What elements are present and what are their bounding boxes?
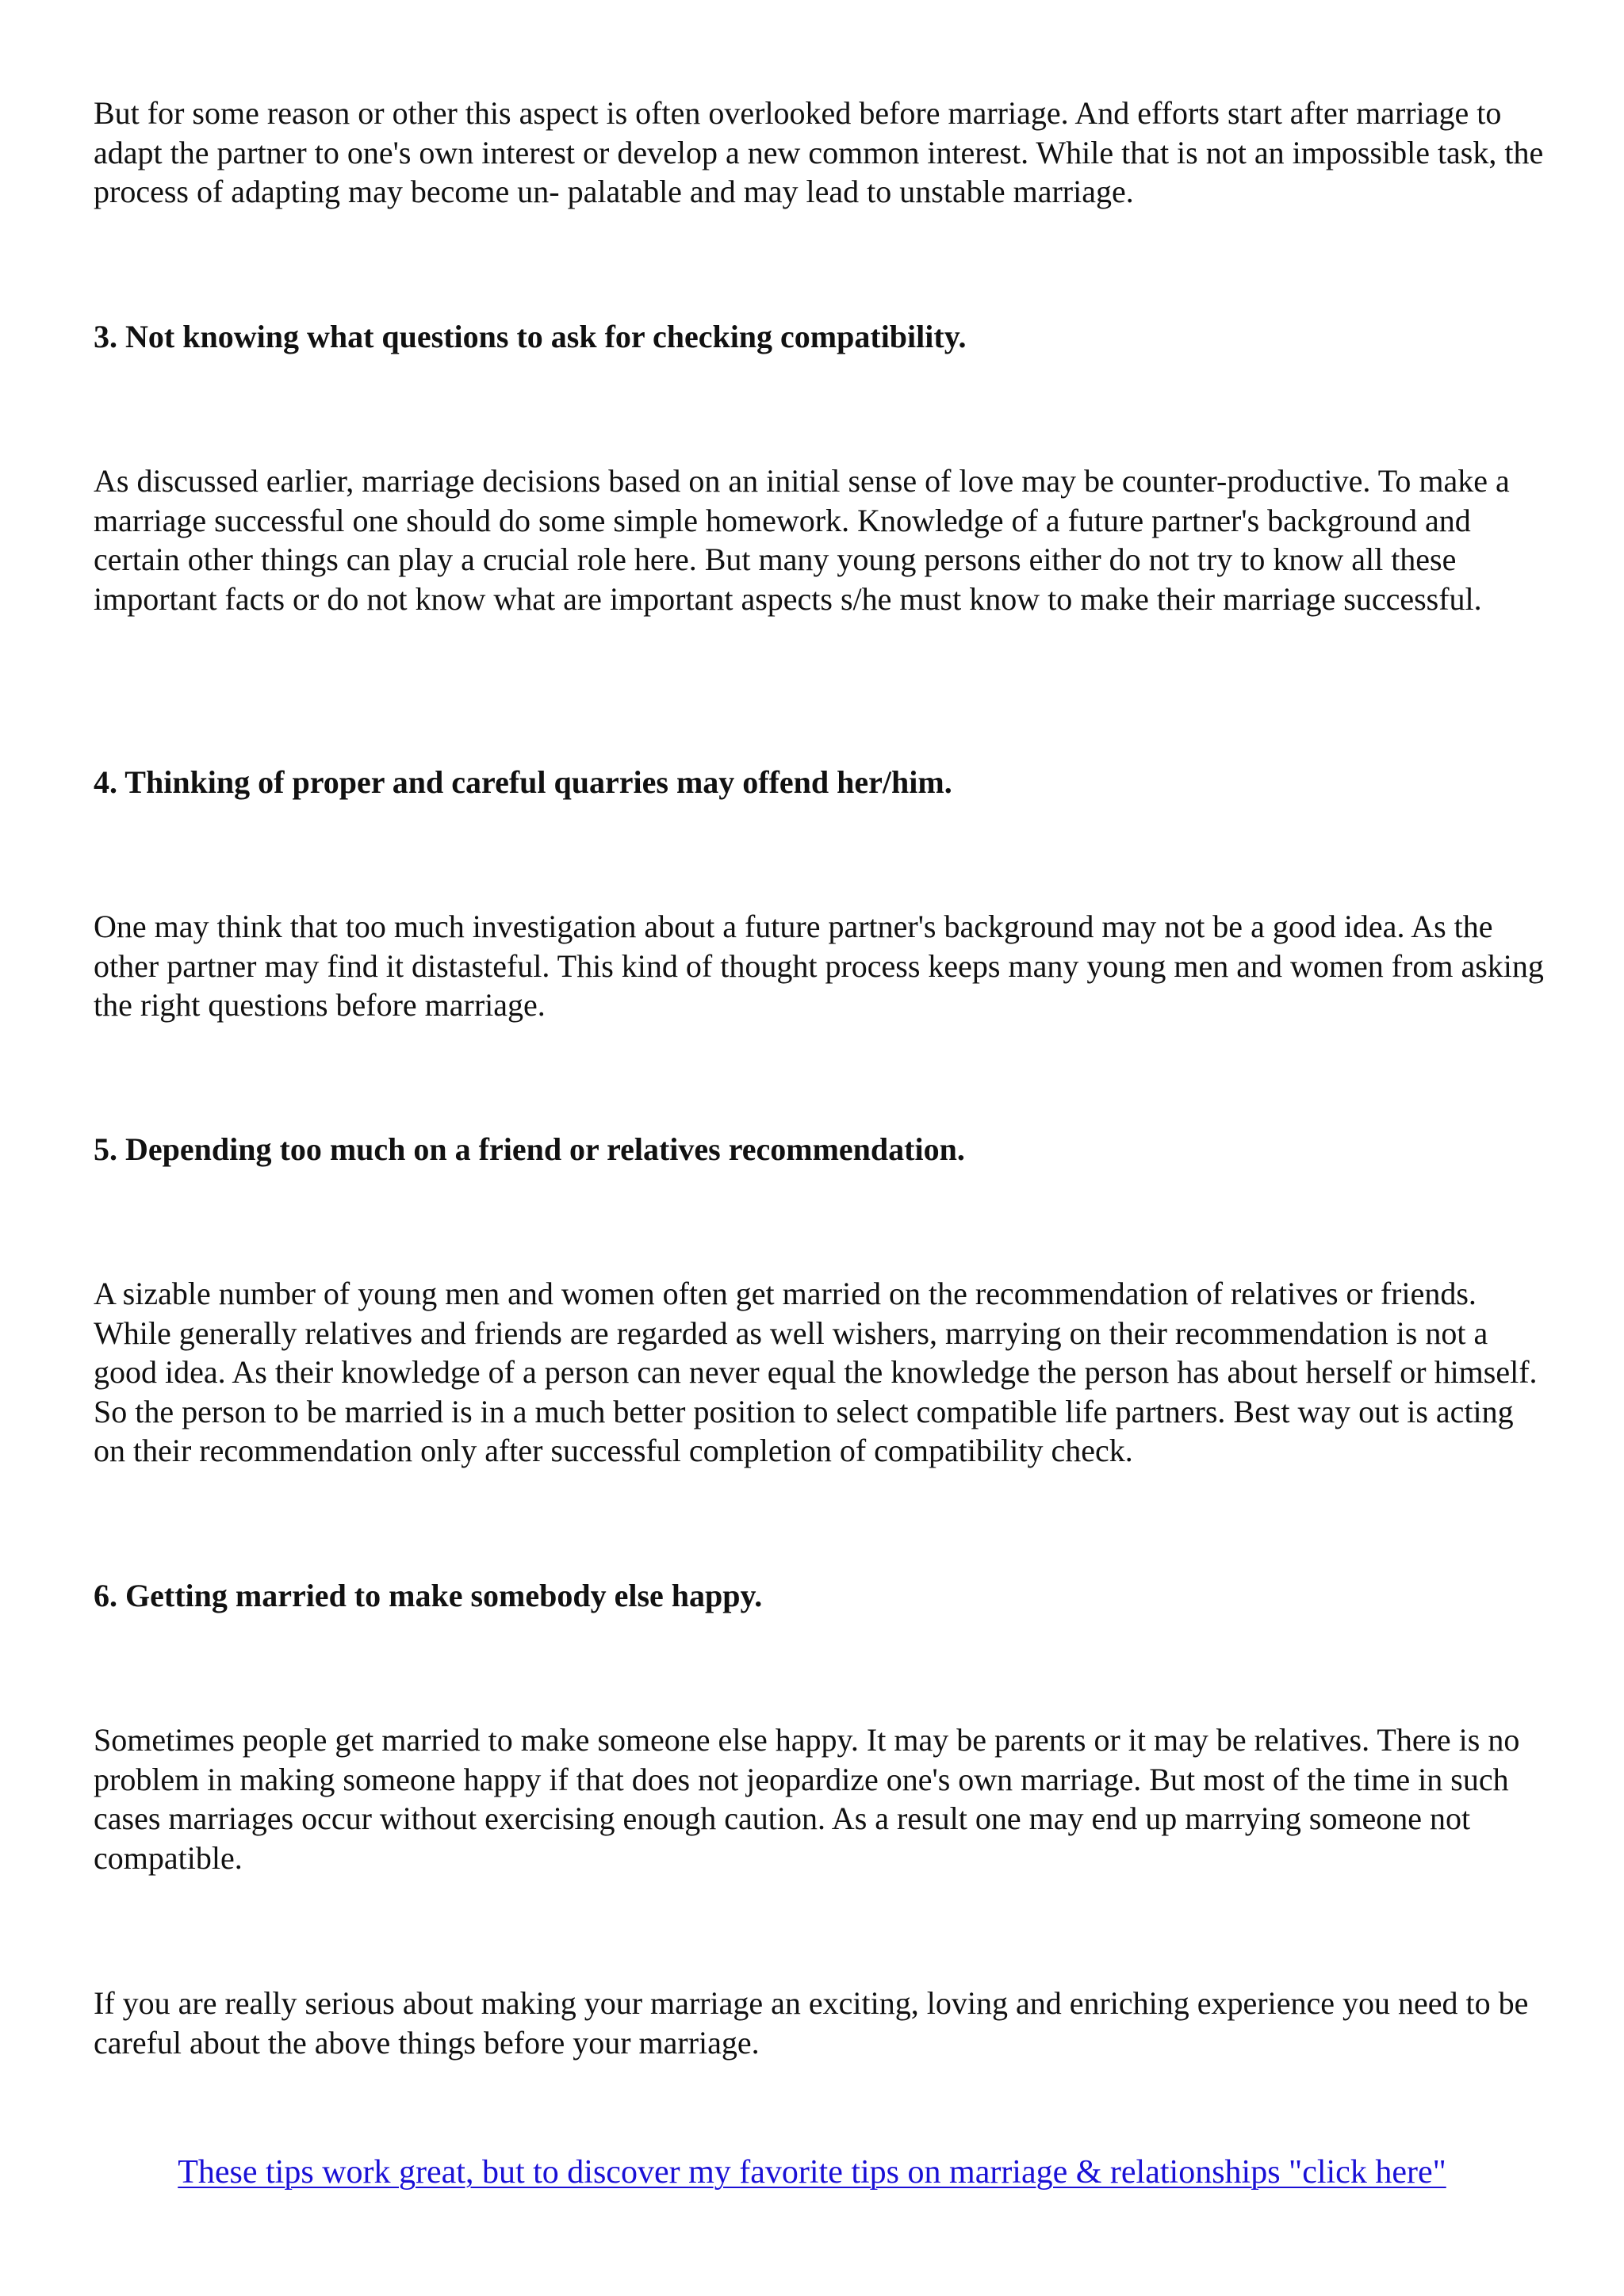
section-heading-3: 3. Not knowing what questions to ask for checking compatibility. xyxy=(94,319,967,354)
section-body-4: One may think that too much investigation about a future partner's background may not be a good idea. As the other partner may find it distasteful. This kind of thought process keeps many young men and women from asking the right questions before marriage. xyxy=(94,909,1544,1023)
section-body-3: As discussed earlier, marriage decisions based on an initial sense of love may be counter-productive. To make a marriage successful one should do some simple homework. Knowledge of a future partner's background and certain other things can play a crucial role here. But many young persons either do not try to know all these important facts or do not know what are important aspects s/he must know to make their marriage successful. xyxy=(94,463,1510,617)
intro-paragraph: But for some reason or other this aspect is often overlooked before marriage. And efforts start after marriage to adapt the partner to one's own interest or develop a new common interest. While that is not an impossible task, the process of adapting may become un- palatable and may lead to unstable marriage. xyxy=(94,95,1544,209)
section-body-6: Sometimes people get married to make someone else happy. It may be parents or it may be relatives. There is no problem in making someone happy if that does not jeopardize one's own marriage. But most of the time in such cases marriages occur without exercising enough caution. As a result one may end up marrying someone not compatible. xyxy=(94,1722,1520,1876)
cta-line xyxy=(0,2152,1624,2193)
section-heading-4: 4. Thinking of proper and careful quarries may offend her/him. xyxy=(94,764,952,800)
section-heading-5: 5. Depending too much on a friend or relatives recommendation. xyxy=(94,1131,965,1167)
closing-paragraph: If you are really serious about making your marriage an exciting, loving and enriching experience you need to be careful about the above things before your marriage. xyxy=(94,1985,1529,2061)
click-here-link[interactable]: These tips work great, but to discover my favorite tips on marriage & relationships "click here" xyxy=(178,2154,1446,2191)
section-body-5: A sizable number of young men and women often get married on the recommendation of relatives or friends. While generally relatives and friends are regarded as well wishers, marrying on their recommendation is not a good idea. As their knowledge of a person can never equal the knowledge the person has about herself or himself. So the person to be married is in a much better position to select compatible life partners. Best way out is acting on their recommendation only after successful completion of compatibility check. xyxy=(94,1276,1538,1468)
section-heading-6: 6. Getting married to make somebody else happy. xyxy=(94,1578,763,1613)
